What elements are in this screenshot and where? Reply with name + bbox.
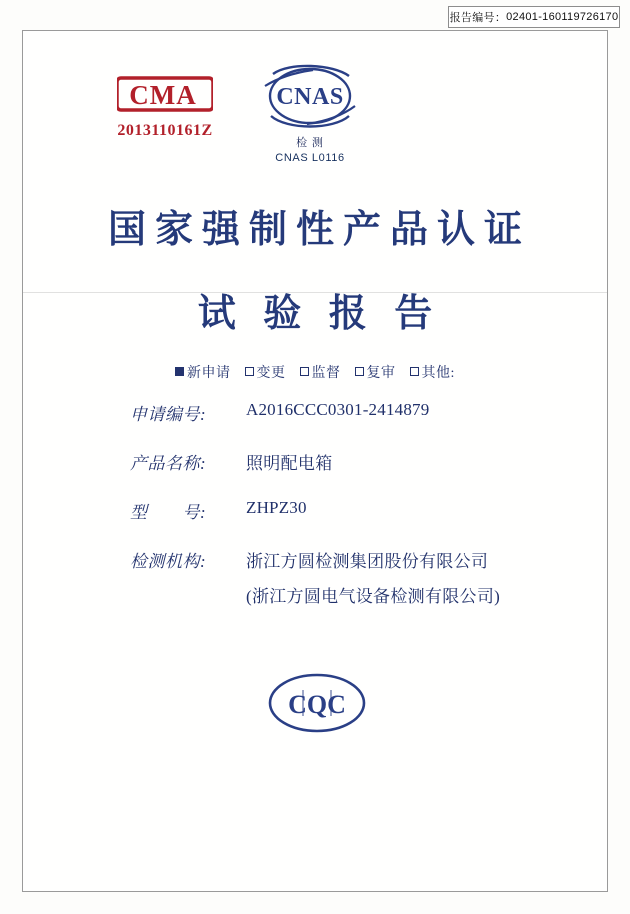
svg-text:CMA: CMA xyxy=(129,80,197,110)
application-type-option-2[interactable] xyxy=(300,362,341,382)
report-number-bar xyxy=(448,6,620,28)
checkbox-icon[interactable] xyxy=(245,367,254,376)
field-label-product-name: 产品名称: xyxy=(130,454,207,473)
svg-text:CNAS: CNAS xyxy=(276,84,344,110)
cma-icon xyxy=(117,74,213,114)
field-value-product-name: 照明配电箱 xyxy=(246,454,333,473)
application-type-option-0[interactable] xyxy=(175,362,231,382)
checkbox-icon[interactable] xyxy=(355,367,364,376)
field-value-application-number: A2016CCC0301-2414879 xyxy=(246,400,430,419)
application-type-label-1: 变更 xyxy=(256,366,286,381)
application-type-label-0: 新申请 xyxy=(187,366,231,381)
field-label-application-number: 申请编号: xyxy=(130,405,207,424)
cnas-sub-label: 检 测 xyxy=(296,137,324,149)
field-row-application-number xyxy=(22,400,608,425)
field-row-test-organization xyxy=(22,547,608,572)
checkbox-icon[interactable] xyxy=(410,367,419,376)
cnas-block xyxy=(220,60,400,164)
cnas-registration: CNAS L0116 xyxy=(275,152,345,164)
document-title-line2: 试 验 报 告 xyxy=(197,293,442,335)
application-type-option-1[interactable] xyxy=(245,362,286,382)
checkbox-icon[interactable] xyxy=(175,367,184,376)
field-row-product-name xyxy=(22,449,608,474)
field-label-model: 型 号: xyxy=(130,503,207,522)
field-row-model xyxy=(22,498,608,523)
application-type-row xyxy=(22,362,608,382)
cnas-icon xyxy=(251,60,369,136)
application-type-option-4[interactable] xyxy=(410,362,455,382)
field-label-test-organization: 检测机构: xyxy=(130,552,207,571)
report-number-value: 02401-160119726170 xyxy=(506,11,619,23)
application-type-option-3[interactable] xyxy=(355,362,396,382)
application-type-label-3: 复审 xyxy=(366,366,396,381)
document-title-line1: 国家强制性产品认证 xyxy=(107,209,531,251)
checkbox-icon[interactable] xyxy=(300,367,309,376)
report-number-label: 报告编号： xyxy=(449,12,507,24)
accreditation-marks xyxy=(22,60,608,170)
field-value-model: ZHPZ30 xyxy=(246,498,307,517)
svg-text:CQC: CQC xyxy=(288,690,346,719)
cma-code: 2013110161Z xyxy=(117,122,213,139)
application-type-label-4: 其他: xyxy=(421,366,455,381)
field-value-test-organization: 浙江方圆检测集团股份有限公司 xyxy=(246,552,489,571)
application-type-label-2: 监督 xyxy=(311,366,341,381)
field-value-test-organization-secondary: (浙江方圆电气设备检测有限公司) xyxy=(246,587,501,606)
cqc-seal xyxy=(267,672,367,734)
field-list xyxy=(22,400,608,627)
